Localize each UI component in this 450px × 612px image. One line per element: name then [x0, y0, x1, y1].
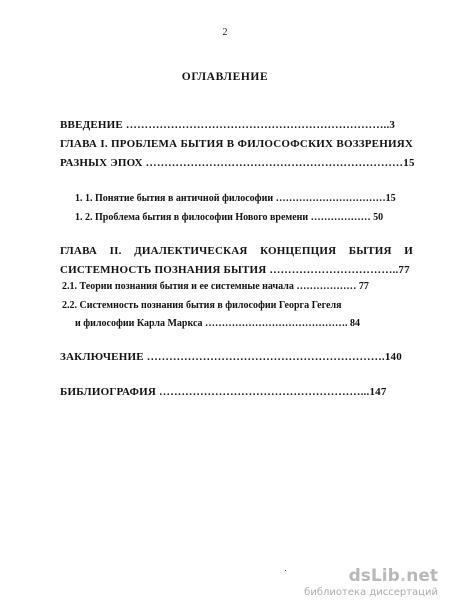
watermark-logo [304, 567, 438, 585]
toc-title: ОГЛАВЛЕНИЕ [181, 71, 269, 83]
watermark-logo-main: dsLib [348, 566, 400, 586]
watermark-logo-dot: . [399, 566, 407, 586]
toc-entry-section-1-1: 1. 1. Понятие бытия в античной философии ……………………………15 [75, 193, 396, 204]
toc-entry-chapter2-title: ГЛАВА II. ДИАЛЕКТИЧЕСКАЯ КОНЦЕПЦИЯ БЫТИЯ И [60, 245, 413, 257]
watermark-logo-tld: net [406, 566, 438, 586]
watermark-subtitle: библиотека диссертаций [304, 587, 438, 598]
page-number: 2 [222, 27, 228, 38]
watermark [304, 567, 438, 599]
toc-entry-chapter2-title-cont: СИСТЕМНОСТЬ ПОЗНАНИЯ БЫТИЯ ……………………………..77 [60, 264, 410, 276]
toc-entry-conclusion: ЗАКЛЮЧЕНИЕ ……………………………………………………….140 [60, 351, 402, 363]
toc-entry-chapter1-title: ГЛАВА I. ПРОБЛЕМА БЫТИЯ В ФИЛОСОФСКИХ ВОЗЗРЕНИЯХ [60, 138, 413, 150]
toc-entry-bibliography: БИБЛИОГРАФИЯ ………………………………………………...147 [60, 386, 387, 398]
toc-entry-section-2-1: 2.1. Теории познания бытия и ее системные начала ……………… 77 [62, 281, 369, 292]
scan-speck [285, 570, 286, 571]
toc-entry-chapter1-title-cont: РАЗНЫХ ЭПОХ ……………………………………………………………15 [60, 157, 415, 169]
toc-entry-section-1-2: 1. 2. Проблема бытия в философии Нового времени ……………… 50 [75, 212, 384, 223]
toc-entry-introduction: ВВЕДЕНИЕ ……………………………………………………………..3 [60, 119, 396, 131]
toc-entry-section-2-2-cont: и философии Карла Маркса ……………………………………. 84 [75, 318, 361, 329]
toc-entry-section-2-2: 2.2. Системность познания бытия в философии Георга Гегеля [62, 300, 342, 311]
